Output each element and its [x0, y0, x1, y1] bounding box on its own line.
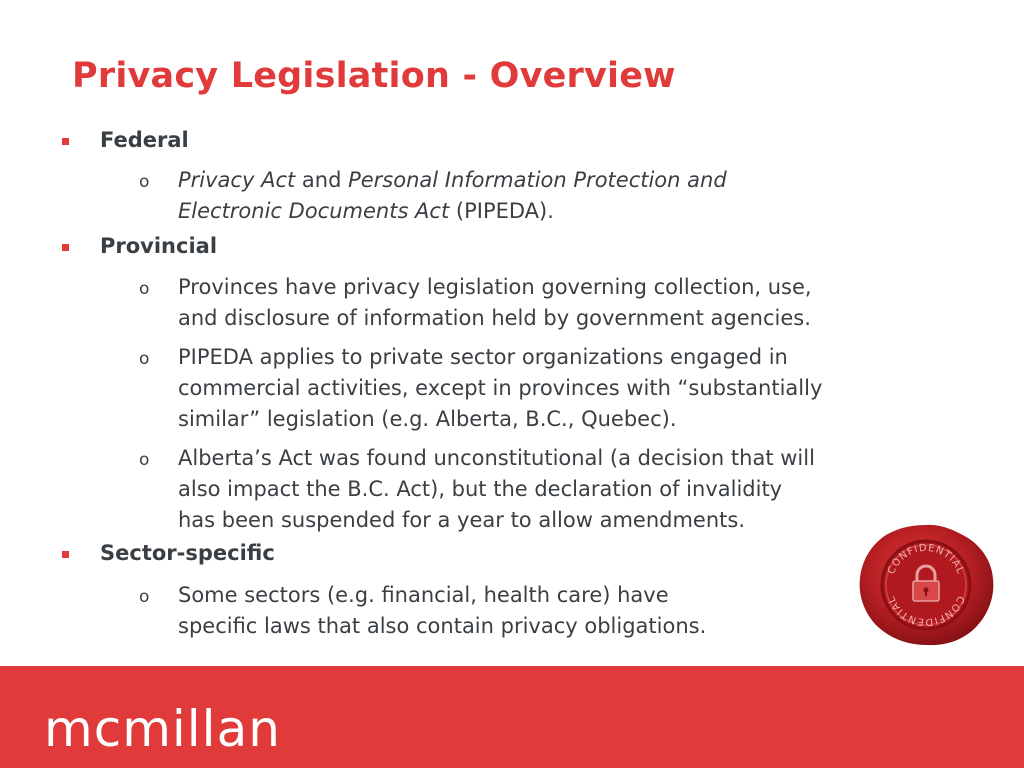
circle-bullet-icon: o [139, 587, 150, 607]
section-heading-provincial: Provincial [100, 234, 218, 258]
square-bullet-icon [62, 551, 69, 558]
sector-item-1-line-2: specific laws that also contain privacy obligations. [178, 614, 707, 638]
provincial-item-3-line-2: also impact the B.C. Act), but the declaration of invalidity [178, 477, 783, 501]
provincial-item-2-line-2: commercial activities, except in provinces with “substantially [178, 376, 823, 400]
circle-bullet-icon: o [139, 450, 150, 470]
pipeda-abbrev: (PIPEDA). [449, 199, 554, 223]
seal-label-bottom: CONFIDENTIAL [886, 593, 966, 628]
square-bullet-icon [62, 244, 69, 251]
and-text: and [295, 168, 349, 192]
pipeda-full-name-line2: Electronic Documents Act [178, 199, 450, 223]
provincial-item-2 [178, 342, 822, 435]
provincial-item-3-line-1: Alberta’s Act was found unconstitutional (a decision that will [178, 446, 815, 470]
seal-label-top: CONFIDENTIAL [886, 542, 966, 577]
federal-item-1 [178, 165, 727, 227]
provincial-item-1-line-2: and disclosure of information held by government agencies. [178, 306, 811, 330]
confidential-seal [856, 522, 996, 648]
provincial-item-1 [178, 272, 812, 334]
square-bullet-icon [62, 138, 69, 145]
pipeda-full-name-line1: Personal Information Protection and [348, 168, 727, 192]
provincial-item-1-line-1: Provinces have privacy legislation governing collection, use, [178, 275, 812, 299]
privacy-act-text: Privacy Act [178, 168, 296, 192]
circle-bullet-icon: o [139, 172, 150, 192]
section-heading-sector-specific: Sector-specific [100, 541, 275, 565]
sector-item-1 [178, 580, 706, 642]
provincial-item-2-line-3: similar” legislation (e.g. Alberta, B.C., Quebec). [178, 407, 677, 431]
provincial-item-2-line-1: PIPEDA applies to private sector organizations engaged in [178, 345, 788, 369]
slide-title: Privacy Legislation - Overview [72, 56, 676, 96]
provincial-item-3-line-3: has been suspended for a year to allow amendments. [178, 508, 745, 532]
circle-bullet-icon: o [139, 279, 150, 299]
section-heading-federal: Federal [100, 128, 189, 152]
provincial-item-3 [178, 443, 815, 536]
circle-bullet-icon: o [139, 349, 150, 369]
mcmillan-logo: mcmillan [44, 700, 281, 758]
sector-item-1-line-1: Some sectors (e.g. financial, health care) have [178, 583, 669, 607]
